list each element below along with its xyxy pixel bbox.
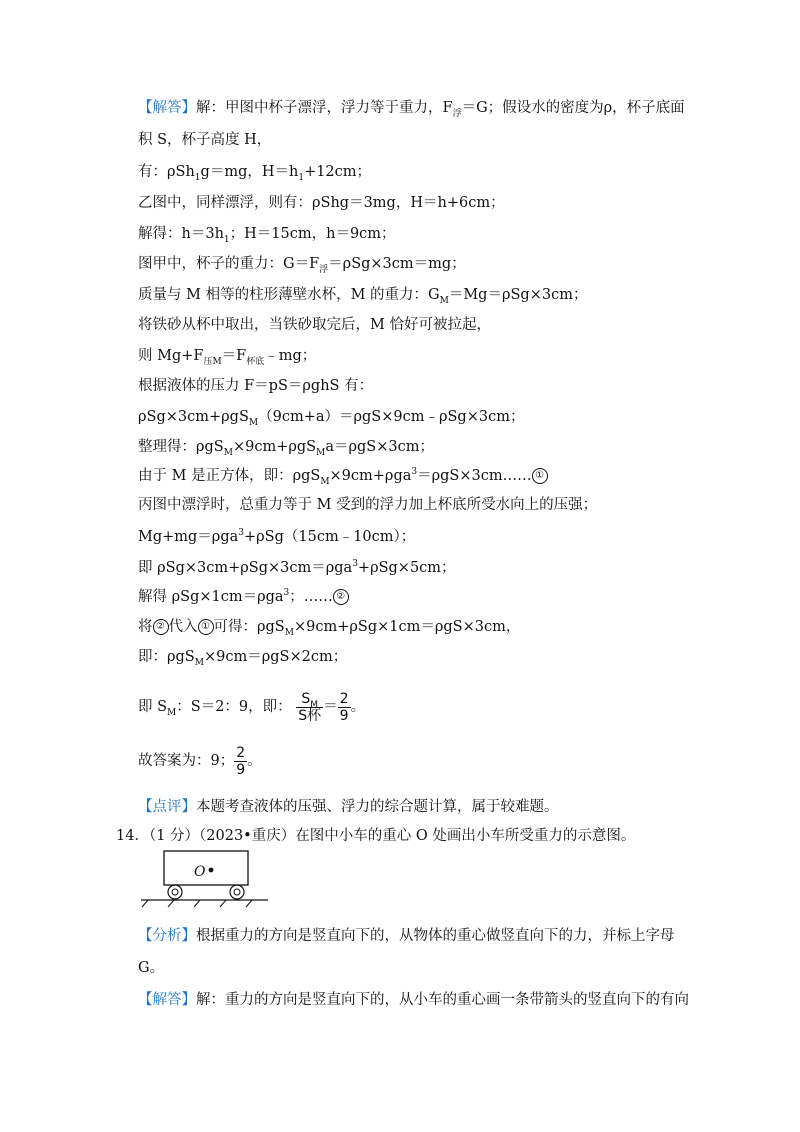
solution-line-16: 即 ρSg×3cm+ρSg×3cm＝ρga$^3$+ρSg×5cm； <box>138 559 456 576</box>
left-wheel <box>168 885 182 899</box>
fraction-2-9: $\frac{2}{9}$ <box>339 690 349 724</box>
solution-line-19: 即：ρgS$_M$×9cm＝ρgS×2cm； <box>138 649 348 668</box>
analysis-line-2: G。 <box>138 960 165 976</box>
solution-line-20: 即 $S_M$：S＝2：9，即： $\frac{S_M}{\text{S杯}}$ ＝ $\frac{2}{9}$ 。 <box>138 690 366 724</box>
solution-line-3: 有：ρSh$_1$g＝mg，$H=h_1+12cm$； <box>138 164 372 183</box>
comment-line: 【点评】本题考查液体的压强、浮力的综合题计算，属于较难题。 <box>138 799 559 815</box>
solution-line-8: 将铁砂从杯中取出，当铁砂取完后，M 恰好可被拉起， <box>138 317 491 333</box>
analysis-tag: 【分析】 <box>138 928 196 944</box>
ground-hatching <box>142 900 252 907</box>
solution-line-18: 将 ② 代入 ① 可得：ρgS$_M$×9cm+ρSg×1cm＝ρgS×3cm， <box>138 619 521 638</box>
solution-line-17: 解得 ρSg×1cm＝ρga$^3$；…… ② <box>138 587 349 607</box>
solution-line-2: 积 S，杯子高度 H， <box>138 132 272 148</box>
solution-line-11: ρSg×3cm+ρgS$_M$（9cm+a）＝ρgS×9cm﹣ρSg×3cm； <box>138 409 525 428</box>
solution-line-5: 解得：$h=3h_1$；H＝15cm，h＝9cm； <box>138 226 396 245</box>
final-answer-line: 故答案为：9； $\frac{2}{9}$ 。 <box>138 744 262 778</box>
solution-line-6: 图甲中，杯子的重力：$G=F_浮=\rho Sg\times 3cm=mg$； <box>138 256 466 275</box>
answer-line: 【解答】解：重力的方向是竖直向下的，从小车的重心画一条带箭头的竖直向下的有向 <box>138 992 689 1008</box>
solution-line-7: 质量与 M 相等的柱形薄壁水杯，M 的重力：$G_M=Mg=\rho Sg\times 3cm$； <box>138 287 588 306</box>
solution-line-13: 由于 M 是正方体，即：ρgS$_M$×9cm+ρga$^3$＝ρgS×3cm…… ① <box>138 466 548 486</box>
solution-line-10: 根据液体的压力 F＝pS＝ρghS 有： <box>138 378 374 394</box>
question-14: 14．（1 分）（2023•重庆）在图中小车的重心 O 处画出小车所受重力的示意图。 <box>116 828 636 844</box>
cart-figure <box>138 846 278 912</box>
center-label: O <box>194 864 206 880</box>
answer-tag: 【解答】 <box>138 992 196 1008</box>
analysis-line: 【分析】根据重力的方向是竖直向下的，从物体的重心做竖直向下的力，并标上字母 <box>138 928 675 944</box>
center-of-gravity-dot <box>209 868 214 873</box>
solution-line-12: 整理得：ρgS$_M$×9cm+ρgS$_M$a＝ρgS×3cm； <box>138 439 434 458</box>
cart-body <box>164 851 248 885</box>
circled-number-2: ② <box>333 589 349 605</box>
answer-fraction: $\frac{2}{9}$ <box>236 744 246 778</box>
solution-line-1: 【解答】解：甲图中杯子漂浮，浮力等于重力，$F_浮=G$；假设水的密度为ρ，杯子底面 <box>138 100 685 119</box>
solution-line-14: 丙图中漂浮时，总重力等于 M 受到的浮力加上杯底所受水向上的压强； <box>138 497 598 513</box>
right-wheel-hub <box>234 889 240 895</box>
solution-tag: 【解答】 <box>138 100 196 116</box>
circled-number-1: ① <box>532 468 548 484</box>
left-wheel-hub <box>172 889 178 895</box>
solution-line-4: 乙图中，同样漂浮，则有：ρShg＝3mg，H＝h+6cm； <box>138 195 505 211</box>
solution-line-9: 则 $Mg+F_{压M}=F_{杯底}﹣mg$； <box>138 348 317 367</box>
right-wheel <box>230 885 244 899</box>
solution-line-15: Mg+mg＝ρga$^3$+ρSg（15cm﹣10cm）； <box>138 528 416 545</box>
comment-tag: 【点评】 <box>138 799 196 815</box>
fraction-sm-over-s: $\frac{S_M}{\text{S杯}}$ <box>298 690 322 724</box>
